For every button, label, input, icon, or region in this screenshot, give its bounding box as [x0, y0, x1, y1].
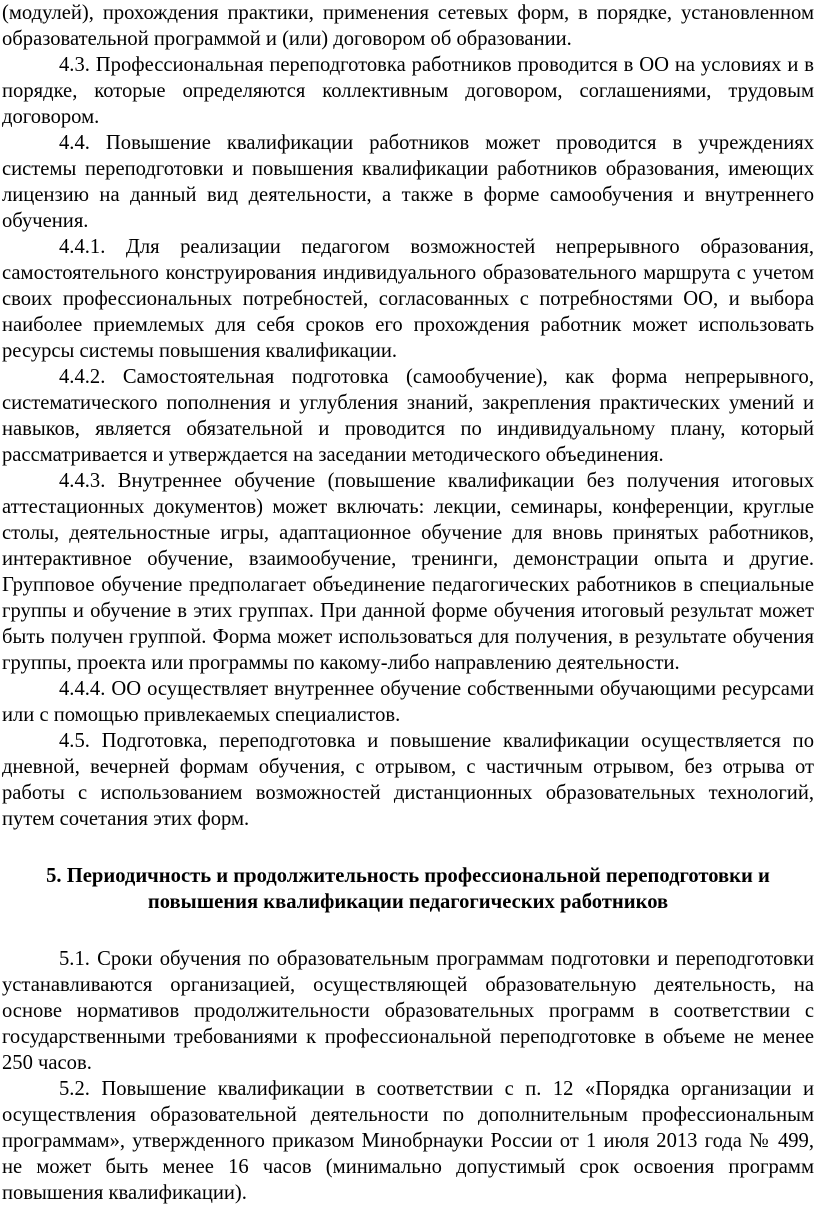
paragraph-4-5: 4.5. Подготовка, переподготовка и повышение квалификации осуществляется по дневной, вечерней формам обучения, с отрывом, с частичным отрывом, без отрыва от работы с использованием возможностей дистанционных образовательных технологий, путем сочетания этих форм. [2, 730, 814, 830]
paragraph-5-2: 5.2. Повышение квалификации в соответствии с п. 12 «Порядка организации и осуществления образовательной деятельности по дополнительным профессиональным программам», утвержденного приказом Минобрнауки России от 1 июля 2013 года № 499, не может быть менее 16 часов (минимально допустимый срок освоения программ повышения квалификации). [2, 1078, 814, 1204]
paragraph-continuation: (модулей), прохождения практики, применения сетевых форм, в порядке, установленном образовательной программой и (или) договором об образовании. [2, 2, 814, 50]
paragraph-4-3: 4.3. Профессиональная переподготовка работников проводится в ОО на условиях и в порядке, которые определяются коллективным договором, соглашениями, трудовым договором. [2, 54, 814, 128]
paragraph-4-4-1: 4.4.1. Для реализации педагогом возможностей непрерывного образования, самостоятельного конструирования индивидуального образовательного маршрута с учетом своих профессиональных потребностей, согласованных с потребностями ОО, и выбора наиболее приемлемых для себя сроков его прохождения работник может использовать ресурсы системы повышения квалификации. [2, 236, 814, 362]
paragraph-5-1: 5.1. Сроки обучения по образовательным программам подготовки и переподготовки устанавливаются организацией, осуществляющей образовательную деятельность, на основе нормативов продолжительности образовательных программ в соответствии с государственными требованиями к профессиональной переподготовке в объеме не менее 250 часов. [2, 948, 814, 1074]
paragraph-4-4-2: 4.4.2. Самостоятельная подготовка (самообучение), как форма непрерывного, систематического пополнения и углубления знаний, закрепления практических умений и навыков, является обязательной и проводится по индивидуальному плану, который рассматривается и утверждается на заседании методического объединения. [2, 366, 814, 466]
paragraph-4-4: 4.4. Повышение квалификации работников может проводится в учреждениях системы переподготовки и повышения квалификации работников образования, имеющих лицензию на данный вид деятельности, а также в форме самообучения и внутреннего обучения. [2, 132, 814, 232]
spacer [2, 915, 814, 946]
spacer [2, 832, 814, 863]
section-5-heading: 5. Периодичность и продолжительность профессиональной переподготовки и повышения квалификации педагогических работников [46, 865, 770, 913]
paragraph-4-4-3: 4.4.3. Внутреннее обучение (повышение квалификации без получения итоговых аттестационных документов) может включать: лекции, семинары, конференции, круглые столы, деятельностные игры, адаптационное обучение для вновь принятых работников, интерактивное обучение, взаимообучение, тренинги, демонстрации опыта и другие. Групповое обучение предполагает объединение педагогических работников в специальные группы и обучение в этих группах. При данной форме обучения итоговый результат может быть получен группой. Форма может использоваться для получения, в результате обучения группы, проекта или программы по какому-либо направлению деятельности. [2, 470, 814, 674]
paragraph-4-4-4: 4.4.4. ОО осуществляет внутреннее обучение собственными обучающими ресурсами или с помощью привлекаемых специалистов. [2, 678, 814, 726]
